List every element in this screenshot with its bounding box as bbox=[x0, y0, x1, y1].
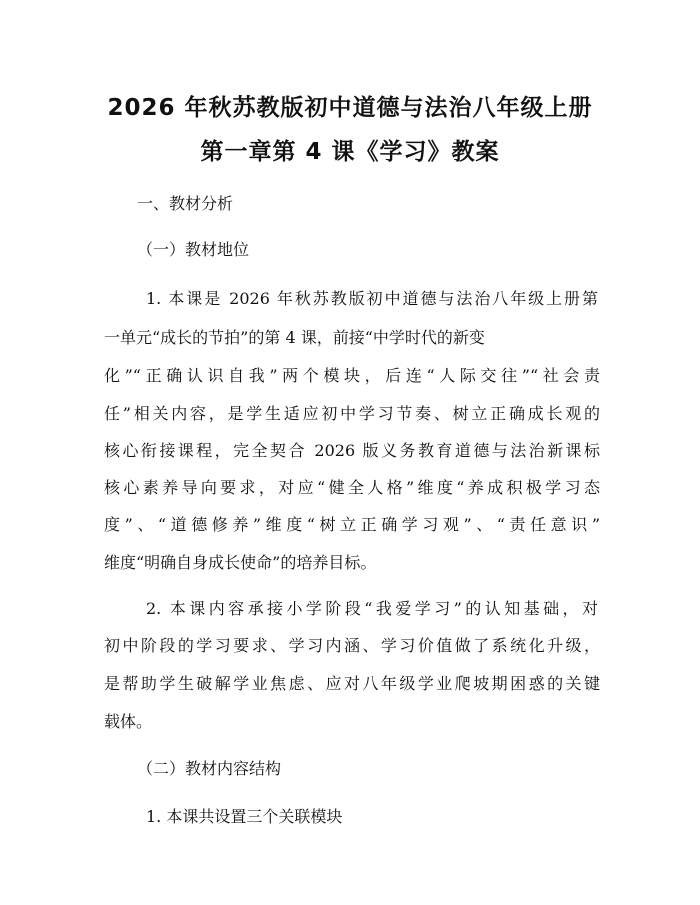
paragraph-2-line-1: 2. 本课内容承接小学阶段“我爱学习”的认知基础，对 bbox=[146, 599, 598, 618]
subsection-heading-content-structure: （二）教材内容结构 bbox=[137, 759, 282, 778]
document-title-line-1: 2026 年秋苏教版初中道德与法治八年级上册 bbox=[107, 95, 593, 121]
section-heading-textbook-analysis: 一、教材分析 bbox=[137, 194, 234, 213]
paragraph-2-line-2: 初中阶段的学习要求、学习内涵、学习价值做了系统化升级， bbox=[104, 636, 600, 655]
list-item-1: 1. 本课共设置三个关联模块 bbox=[146, 807, 343, 826]
paragraph-1-line-3: 化”“正确认识自我”两个模块，后连“人际交往”“社会责 bbox=[104, 366, 600, 385]
paragraph-1-line-5: 核心衔接课程，完全契合 2026 版义务教育道德与法治新课标 bbox=[104, 441, 600, 460]
paragraph-1-line-8: 维度“明确自身成长使命”的培养目标。 bbox=[104, 553, 377, 572]
paragraph-2-line-3: 是帮助学生破解学业焦虑、应对八年级学业爬坡期困惑的关键 bbox=[104, 674, 600, 693]
paragraph-1-line-2: 一单元“成长的节拍”的第 4 课，前接“中学时代的新变 bbox=[104, 328, 485, 347]
paragraph-1-line-4: 任”相关内容，是学生适应初中学习节奏、树立正确成长观的 bbox=[104, 404, 600, 423]
paragraph-1-line-6: 核心素养导向要求，对应“健全人格”维度“养成积极学习态 bbox=[104, 478, 600, 497]
subsection-heading-textbook-position: （一）教材地位 bbox=[137, 240, 250, 259]
paragraph-2-line-4: 载体。 bbox=[104, 712, 153, 731]
document-title-line-2: 第一章第 4 课《学习》教案 bbox=[200, 139, 500, 165]
paragraph-1-line-1: 1. 本课是 2026 年秋苏教版初中道德与法治八年级上册第 bbox=[146, 289, 598, 308]
paragraph-1-line-7: 度”、“道德修养”维度“树立正确学习观”、“责任意识” bbox=[104, 515, 600, 534]
